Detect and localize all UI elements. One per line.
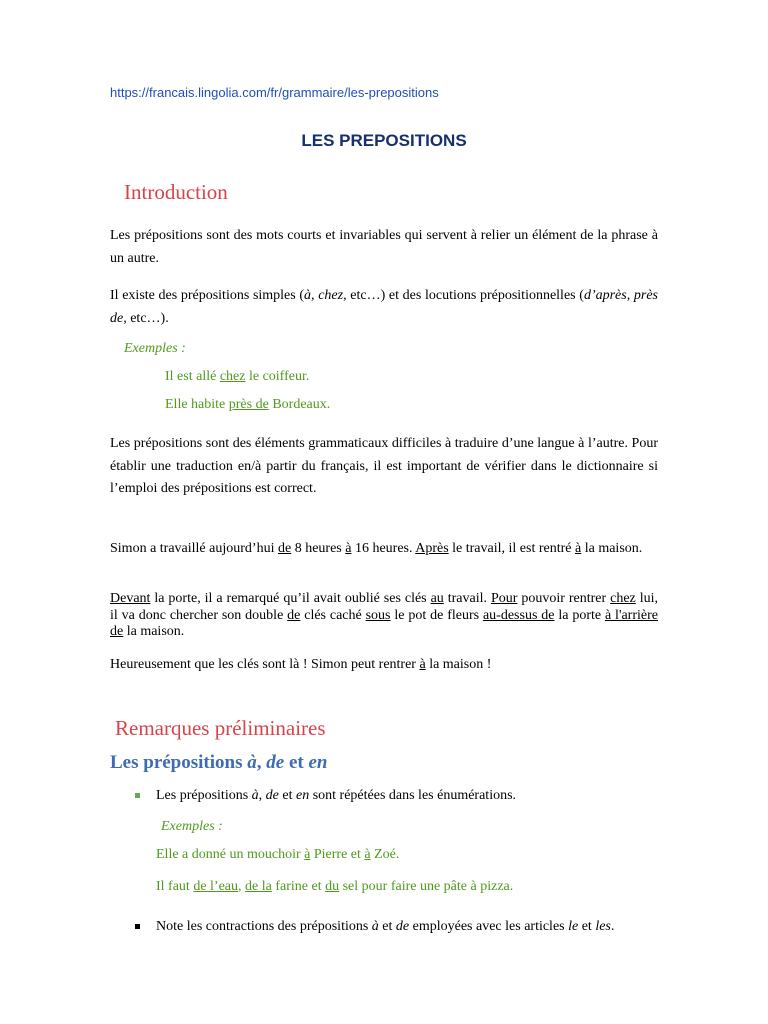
story-paragraph-1 [110, 541, 658, 558]
emphasis: de [395, 919, 410, 934]
story-paragraph-3 [110, 657, 658, 674]
text: Simon a travaillé aujourd’hui [110, 541, 278, 556]
text: et [378, 919, 396, 934]
preposition: sous [365, 607, 391, 623]
text: Elle habite [165, 397, 229, 412]
preposition: de l’eau [193, 879, 239, 894]
text: Bordeaux. [268, 397, 331, 412]
emphasis: à, chez, [304, 288, 347, 303]
preposition: à [304, 847, 311, 862]
text: , [238, 879, 246, 894]
text: Zoé. [370, 847, 400, 862]
text: . [610, 919, 615, 934]
preposition: Pour [490, 591, 518, 606]
text: Heureusement que les clés sont là ! Simon peut rentrer [110, 657, 420, 672]
subheading-prepositions [110, 752, 327, 774]
text: le coiffeur. [245, 369, 310, 384]
preposition: à l'arrière de [110, 607, 658, 639]
intro-paragraph-3: Les prépositions sont des éléments grammaticaux difficiles à traduire d’une langue à l’autre. Pour établir une traduction en/à partir du français, il est important de vérifier dans le dictionnaire si l’emploi des prépositions est correct. [110, 436, 658, 496]
emphasis: d’après, près de, [110, 288, 658, 326]
heading-remarks: Remarques préliminaires [115, 716, 326, 740]
intro-paragraph-2 [110, 285, 658, 330]
text: lui, il va donc chercher son double [110, 591, 658, 623]
preposition: à [419, 657, 426, 672]
text: et [578, 919, 596, 934]
text: , [256, 752, 267, 773]
text: la porte [554, 607, 605, 623]
text: le pot de fleurs [390, 607, 483, 623]
text: 16 heures. [351, 541, 416, 556]
emphasis: à [247, 752, 257, 773]
examples-label: Exemples : [124, 341, 186, 356]
emphasis: de [266, 752, 285, 773]
text: Il faut [156, 879, 194, 894]
bullet-item [156, 788, 676, 804]
preposition: à [364, 847, 371, 862]
text: Il existe des prépositions simples ( [110, 288, 305, 303]
example-sentence [165, 369, 309, 385]
preposition: près de [228, 397, 269, 412]
bullet-square-icon [135, 924, 140, 929]
text: Les prépositions [156, 788, 252, 803]
text: Les prépositions [110, 752, 248, 773]
text: Elle a donné un mouchoir [156, 847, 305, 862]
text: 8 heures [291, 541, 346, 556]
bullet-square-icon [135, 793, 140, 798]
text: pouvoir rentrer [517, 591, 611, 606]
preposition: chez [610, 591, 636, 606]
preposition: chez [219, 369, 246, 384]
preposition: au-dessus de [482, 607, 555, 623]
example-sentence [156, 879, 513, 895]
text: sel pour faire une pâte à pizza. [339, 879, 514, 894]
text: etc…) et des locutions prépositionnelles ( [346, 288, 584, 303]
text: la maison. [581, 541, 643, 556]
text: et [284, 752, 309, 773]
emphasis: à [251, 788, 259, 803]
preposition: de [287, 607, 301, 623]
bullet-item [156, 919, 676, 935]
preposition: Devant [110, 591, 151, 606]
text: employées avec les articles [409, 919, 569, 934]
emphasis: à [371, 919, 379, 934]
text: la maison. [123, 624, 185, 639]
text: etc…). [126, 310, 169, 326]
preposition: de [277, 541, 292, 556]
preposition: Après [415, 541, 449, 556]
preposition: de la [245, 879, 272, 894]
text: la porte, il a remarqué qu’il avait oublié ses clés [150, 591, 431, 606]
example-sentence [165, 397, 330, 413]
text: le travail, il est rentré [448, 541, 575, 556]
text: la maison ! [425, 657, 492, 672]
heading-introduction: Introduction [124, 180, 228, 204]
preposition: du [325, 879, 340, 894]
text: Il est allé [165, 369, 220, 384]
text: Note les contractions des prépositions [156, 919, 372, 934]
emphasis: en [308, 752, 328, 773]
text: , [258, 788, 266, 803]
intro-paragraph-1: Les prépositions sont des mots courts et invariables qui servent à relier un élément de la phrase à un autre. [110, 228, 658, 266]
source-url[interactable]: https://francais.lingolia.com/fr/grammaire/les-prepositions [110, 85, 439, 100]
emphasis: les [595, 919, 611, 934]
emphasis: de [265, 788, 279, 803]
preposition: au [430, 591, 444, 606]
text: et [278, 788, 296, 803]
text: clés caché [300, 607, 366, 623]
emphasis: en [295, 788, 310, 803]
text: sont répétées dans les énumérations. [309, 788, 517, 803]
emphasis: le [568, 919, 579, 934]
example-sentence [156, 847, 399, 863]
examples-label: Exemples : [161, 819, 223, 834]
preposition: à [345, 541, 352, 556]
text: travail. [443, 591, 491, 606]
page-title: LES PREPOSITIONS [301, 131, 467, 150]
story-paragraph-2 [110, 591, 658, 641]
preposition: à [575, 541, 582, 556]
text: Pierre et [310, 847, 365, 862]
text: farine et [271, 879, 326, 894]
